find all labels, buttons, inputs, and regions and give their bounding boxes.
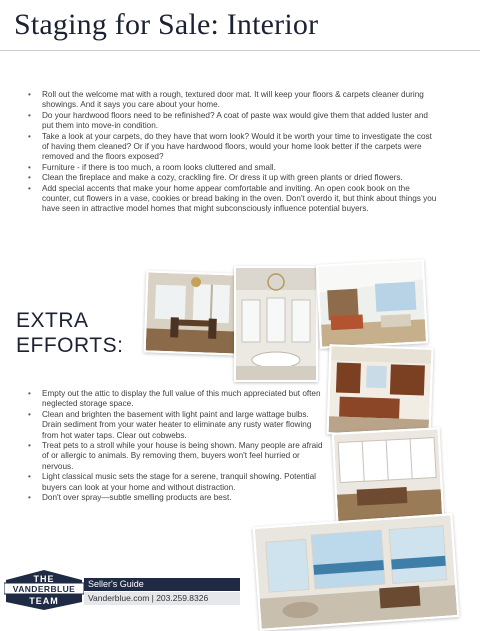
extra-effort-item: • Empty out the attic to display the full value of this much appreciated but often neglected storage space.: [28, 389, 328, 410]
extra-effort-item: • Clean and brighten the basement with light paint and large wattage bulbs. Drain sediment from your water heater to eliminate any rusty water flowing from hot water taps. Clear out cobwebs.: [28, 410, 328, 441]
staging-tip-item: • Take a look at your carpets, do they have that worn look? Would it be worth your time to investigate the cost of having them cleaned? Or if you have hardwood floors, would your home look better if the carpets were removed and the floors exposed?: [28, 132, 440, 163]
extra-effort-item: • Treat pets to a stroll while your house is being shown. Many people are afraid of or allergic to animals. By removing them, buyers won't feel hurried or nervous.: [28, 441, 328, 472]
sellers-guide-label: Seller's Guide: [88, 579, 144, 589]
contact-info[interactable]: Vanderblue.com | 203.259.8326: [88, 593, 209, 603]
page-title: Staging for Sale: Interior: [14, 8, 319, 41]
logo-vanderblue: VANDERBLUE: [12, 584, 76, 594]
logo-the: THE: [33, 574, 55, 584]
extra-efforts-list: [28, 389, 328, 503]
extra-efforts-line2: EFFORTS:: [16, 334, 124, 357]
extra-effort-item: • Don't over spray—subtle smelling products are best.: [28, 493, 328, 503]
staging-tip-item: • Clean the fireplace and make a cozy, crackling fire. Or dress it up with green plants or dried flowers.: [28, 173, 440, 183]
title-divider: [0, 50, 480, 51]
staging-tip-item: • Add special accents that make your home appear comfortable and inviting. An open cook book on the counter, cut flowers in a vase, cookies or bread baking in the oven. Don't overdo it, but think about things you have seen in attractive model homes that might subconsciously influence potential buyers.: [28, 184, 440, 215]
staging-tip-item: • Furniture - if there is too much, a room looks cluttered and small.: [28, 163, 440, 173]
sunroom-photo: [332, 427, 445, 525]
staging-tip-item: • Roll out the welcome mat with a rough, textured door mat. It will keep your floors & carpets cleaner during showings. And it says you care about your home.: [28, 90, 440, 111]
living-room-photo: [316, 259, 428, 349]
bathroom-photo: [234, 266, 318, 382]
extra-efforts-heading: [16, 308, 123, 358]
kitchen-photo: [326, 344, 433, 438]
extra-efforts-line1: EXTRA: [16, 309, 89, 332]
staging-tip-item: • Do your hardwood floors need to be refinished? A coat of paste wax would give them that added luster and put them into move-in condition.: [28, 111, 440, 132]
dining-room-photo: [144, 270, 243, 355]
vanderblue-team-logo: [4, 568, 84, 612]
staging-tips-list: [28, 90, 440, 215]
extra-effort-item: • Light classical music sets the stage for a serene, tranquil showing. Potential buyers can look at your home and without distraction.: [28, 472, 328, 493]
logo-team: TEAM: [29, 596, 59, 606]
ocean-view-photo: [253, 513, 460, 631]
